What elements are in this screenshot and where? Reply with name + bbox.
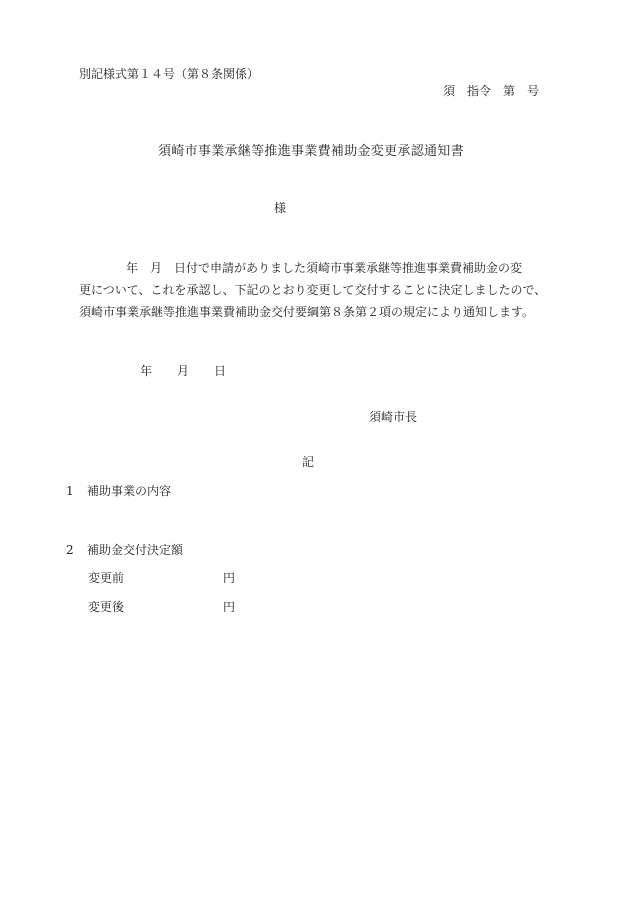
ki-heading: 記 <box>302 455 315 469</box>
date-month: 月 <box>177 364 190 378</box>
document-title: 須崎市事業承継等推進事業費補助金変更承認通知書 <box>158 144 464 159</box>
form-label: 別記様式第１４号（第８条関係） <box>79 67 260 81</box>
addressee-suffix: 様 <box>274 201 287 215</box>
amount-label: 変更後 <box>88 600 125 614</box>
item-number: 2 <box>66 543 74 557</box>
item-label: 補助金交付決定額 <box>87 543 184 557</box>
amount-label: 変更前 <box>88 571 125 585</box>
date-year: 年 <box>140 364 153 378</box>
amount-unit: 円 <box>223 600 236 614</box>
amount-unit: 円 <box>223 571 236 585</box>
date-day: 日 <box>214 364 227 378</box>
item-label: 補助事業の内容 <box>87 484 172 498</box>
item-number: 1 <box>66 484 74 498</box>
body-text-line-2: 更について、これを承認し、下記のとおり変更して交付することに決定しましたので、 <box>79 283 547 297</box>
document-number: 須 指令 第 号 <box>443 84 540 98</box>
issuer: 須崎市長 <box>369 410 418 424</box>
body-text-line-3: 須崎市事業承継等推進事業費補助金交付要綱第８条第２項の規定により通知します。 <box>79 305 535 319</box>
body-text-line-1: 年 月 日付で申請がありました須崎市事業承継等推進事業費補助金の変 <box>126 261 523 275</box>
